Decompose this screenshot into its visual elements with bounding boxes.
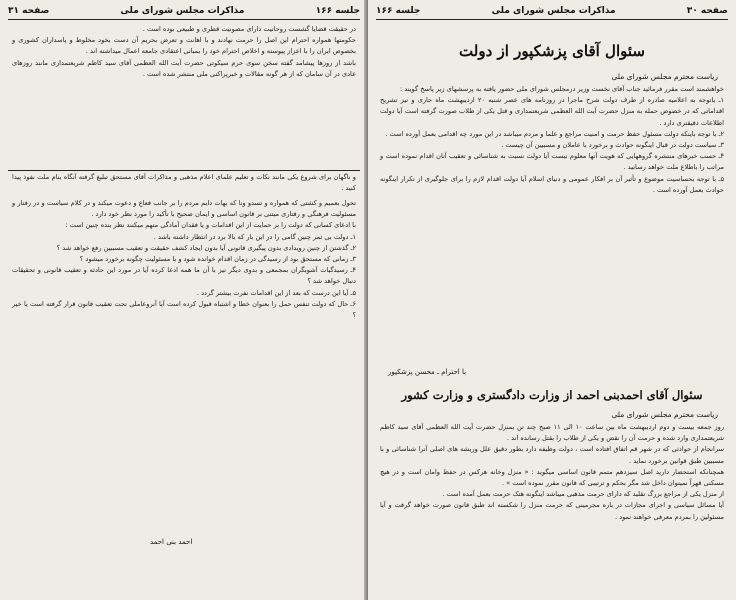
left-divider-rule xyxy=(8,170,360,171)
question-paragraph: ۲ـ با توجه باینکه دولت مسئول حفظ حرمت و امنیت مراجع و علما و مردم میباشد در این مورد چه اقدامی بعمل آورده است . xyxy=(385,129,724,138)
left-page-header xyxy=(8,4,360,18)
left-journal-title: مذاکرات مجلس شورای ملی xyxy=(120,6,245,16)
left-paragraph: ۲ـ گذشتن از چنین رویدادی بدون پیگیری قانونی آیا بدون ایجاد کشف حقیقت و تعقیب مسببین رفع خواهد شد ؟ xyxy=(56,243,356,252)
left-session-label: جلسه ۱۶۶ xyxy=(315,6,360,16)
right-header-rule xyxy=(376,19,728,20)
question-title-1: سئوال آقای پزشکپور از دولت xyxy=(459,42,645,60)
right-page xyxy=(368,0,736,600)
left-paragraph: تحول بعمیم و کشتی که همواره و تسدو ونا که بهات دایم مردم را بر جانب قعاع و دعوت میکند و در کلام سیاست و در رفتار و مسئولیت فرهنگی و رفتاری مبتنی بر قانون اساسی و ایمان صحیح با تأکید را مورد نظر خود دارد . xyxy=(12,199,356,219)
question-paragraph: خواهشمند است مقرر فرمائید جناب آقای نخست وزیر درمجلس شورای ملی حضور یافته به پرسشهای زیر پاسخ گویند : xyxy=(399,85,724,93)
left-paragraph: حکومتها همواره احترام این اصل را حرمت نهادند و با اهانت و تعرض بحریم آن دست بخود مخلوط و پاسداران کشوری و بخصوص ایران را با اعزاز پیوسته و اخلاص احترام خود را بمبانی اعتقادی جامعه اعمال میداشته اند . xyxy=(12,36,356,56)
left-paragraph: در حقیقت قضایا گشست روحانیت دارای مصونیت قطری و طبیعی بوده است . xyxy=(142,25,356,33)
left-paragraph: ۶ـ حال که دولت تنفس حمل را بعنوان خطا و اشتباه قبول کرده است آیا آنروعاملی تحت تعقیب قانون قرار گرفته است یا خیر ؟ xyxy=(12,299,356,320)
right-journal-title: مذاکرات مجلس شورای ملی xyxy=(491,6,616,16)
question-paragraph: ۱ـ باتوجه به اعلامیه صادره از طرف دولت شرح ماجرا در روزنامه های عصر شنبه ۲۰ اردیبهشت ماه جاری و نیز تشریح اقداماتی که در خصوص حمله به منزل حضرت آیت الله العظمی شریعتمداری و قتل یکی از طلاب صورت گرفته است آیا دولت اطلاعات دقیقتری دارد . xyxy=(380,96,724,127)
left-paragraph: باشد از روزها پیشامد گفته سخن سوی حرم سیکوتی حضرت آیت الله العظمی آقای سید کاظم شریعتمداری مانند روزهای عادی در آن سامان که از هر گونه مقالات و خبرپراکنی ملی منتشر شده است . xyxy=(12,58,356,78)
question-paragraph: ۴ـ حسب خبرهای منتشره گروههایی که هویت آنها معلوم نیست آیا دولت نسبت به شناسائی و تعقیب آنان اقدام نموده است و مراتب را باطلاع ملت خواهد رسانید . xyxy=(380,152,724,172)
question-signature-1: با احترام ـ محسن پزشکپور xyxy=(388,368,467,376)
left-paragraph: ۱ـ دولت بی ثمر چنین گامی را در این بار که بالا برد در انتظار داشته باشد . xyxy=(153,232,356,241)
left-paragraph: با ادعای کسانی که دولت را بر حمایت از این اقدامات و یا فقدان آمادگی متهم میکنند نظر بنده چنین است : xyxy=(65,221,356,230)
left-signature: احمد بنی احمد xyxy=(150,538,193,546)
question-paragraph: ۵ـ با توجه بحساسیت موضوع و تأثیر آن بر افکار عمومی و دنیای اسلام آیا دولت اقدام لازم را برای جلوگیری از تکرار اینگونه حوادث بعمل آورده است . xyxy=(380,174,724,194)
left-paragraph: ۴ـ رسیدگیات آشوبگران بمجمعی و بدوی دیگر نیز با آن ما همه ادعا کرده آیا در مورد این حادثه و تعقیب قانونی و تحقیقات دنبال خواهد شد ؟ xyxy=(12,266,356,286)
left-paragraph: ۵ـ آیا این درست که بعد از این اقدامات نفرت بیشتر گردد . xyxy=(196,288,356,297)
left-page-label: صفحه ۳۱ xyxy=(8,6,50,16)
question-addressee-1: ریاست محترم مجلس شورای ملی xyxy=(611,72,718,81)
question-paragraph: ۳ـ سیاست دولت در قبال اینگونه حوادث و برخورد با عاملان و مسببین آن چیست . xyxy=(501,141,724,150)
question-paragraph: روز جمعه بیست و دوم اردیبهشت ماه بین ساعت ۱۰ الی ۱۱ صبح چند تن بمنزل حضرت آیت الله العظمی آقای سید کاظم شریعتمداری وارد شده و حرمت آن را نقض و یکی از طلاب را بقتل رسانده اند . xyxy=(380,423,725,443)
left-lower-text xyxy=(12,198,356,321)
left-paragraph: ۳ـ زمانی که مستحق بود از رسیدگی در زمان اقدام خوانده شود و با مسئولیت چگونه برخورد میشود ؟ xyxy=(79,255,356,264)
left-upper-text xyxy=(12,24,356,80)
question-paragraph: سرانجام از حوادثی که در شهر قم اتفاق افتاده است ، دولت وظیفه دارد بطور دقیق علل وریشه های اصلی آنرا شناسائی و با مسببین طبق قوانین برخورد نماید . xyxy=(380,445,724,465)
question-addressee-2: ریاست محترم مجلس شورای ملی xyxy=(611,410,718,419)
right-session-label: جلسه ۱۶۶ xyxy=(376,6,421,16)
left-caption-line: و ناگهان برای شروع یکی مانند نکات و تعلیم علمای اعلام مذهبی و مذاکرات آقای مستحق تبلیغ گرفته آنگاه بنام ملت نفوذ پیدا کنید . xyxy=(12,173,356,193)
question-paragraph: از منزل یکی از مراجع بزرگ تقلید که دارای حرمت مذهبی میباشد اینگونه هتک حرمت بعمل آمده است . xyxy=(442,490,724,499)
question-title-2: سئوال آقای احمدبنی احمد از وزارت دادگستری و وزارت کشور xyxy=(401,388,703,402)
question-body-1 xyxy=(380,84,724,196)
question-body-2 xyxy=(380,422,724,523)
left-header-rule xyxy=(8,19,360,20)
right-page-label: صفحه ۳۰ xyxy=(686,6,728,16)
question-paragraph: همچنانکه استحضار دارید اصل سیزدهم متمم قانون اساسی میگوید : « منزل وخانه هرکس در حفظ وامان است و در هیچ مسکنی قهراً نمیتوان داخل شد مگر بحکم و ترتیبی که قانون مقرر نموده است » . xyxy=(380,467,724,488)
question-paragraph: آیا مسائل سیاسی و اجرای مجازات در باره مجرمینی که حرمت منزل را شکسته اند طبق قانون صورت خواهد گرفت و آیا مسئولین را بمردم معرفی خواهند نمود . xyxy=(380,501,724,521)
right-page-header xyxy=(376,4,728,18)
